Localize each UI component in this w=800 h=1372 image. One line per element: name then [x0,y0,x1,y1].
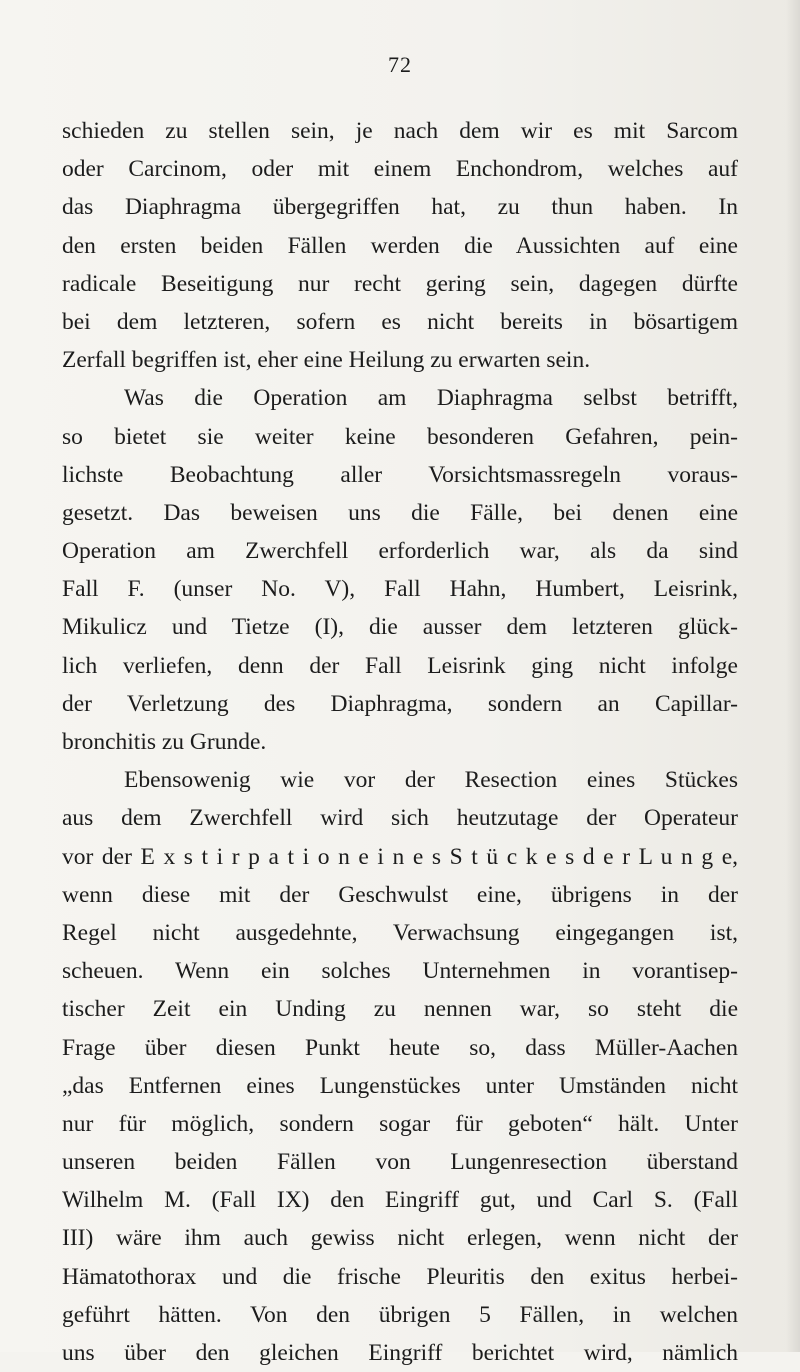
text-line: gesetzt. Das beweisen uns die Fälle, bei denen eine [62,499,738,526]
text-line: bronchitis zu Grunde. [62,729,267,755]
text-line: Zerfall begriffen ist, eher eine Heilung zu erwarten sein. [62,347,591,374]
text-line: aus dem Zwerchfell wird sich heutzutage der Operateur [62,805,738,832]
text-line: so bietet sie weiter keine besonderen Gefahren, pein- [62,423,738,450]
text-line: III) wäre ihm auch gewiss nicht erlegen, wenn nicht der [62,1225,738,1252]
text-line: uns über den gleichen Eingriff berichtet wird, nämlich [62,1340,738,1366]
text-line: Mikulicz und Tietze (I), die ausser dem letzteren glück- [62,614,738,641]
text-line: unseren beiden Fällen von Lungenresection überstand [62,1149,738,1176]
text-line: oder Carcinom, oder mit einem Enchondrom, welches auf [62,156,738,183]
text-line: vor der E x s t i r p a t i o n e i n e s S t ü c k e s d e r L u n g e, [62,843,738,870]
text-line: Wilhelm M. (Fall IX) den Eingriff gut, und Carl S. (Fall [62,1187,738,1214]
text-line: nur für möglich, sondern sogar für geboten“ hält. Unter [62,1110,738,1137]
page-edge-shadow [786,0,800,1352]
text-line: tischer Zeit ein Unding zu nennen war, so steht die [62,996,738,1023]
text-line: Hämatothorax und die frische Pleuritis den exitus herbei- [62,1263,738,1290]
text-line: Regel nicht ausgedehnte, Verwachsung eingegangen ist, [62,919,738,946]
text-line: lichste Beobachtung aller Vorsichtsmassregeln voraus- [62,461,738,488]
body-text [62,112,738,1372]
page-number: 72 [388,52,412,77]
text-line: Was die Operation am Diaphragma selbst betrifft, [124,385,738,412]
text-line: radicale Beseitigung nur recht gering sein, dagegen dürfte [62,270,738,297]
text-line: Frage über diesen Punkt heute so, dass Müller-Aachen [62,1034,738,1061]
text-line: wenn diese mit der Geschwulst eine, übrigens in der [62,881,738,908]
text-line: geführt hätten. Von den übrigen 5 Fällen, in welchen [62,1301,738,1328]
text-line: Ebensowenig wie vor der Resection eines Stückes [124,767,738,794]
text-line: bei dem letzteren, sofern es nicht bereits in bösartigem [62,308,738,335]
text-line: Fall F. (unser No. V), Fall Hahn, Humbert, Leisrink, [62,576,738,603]
text-line: der Verletzung des Diaphragma, sondern an Capillar- [62,690,738,717]
text-line: den ersten beiden Fällen werden die Aussichten auf eine [62,232,738,259]
text-line: schieden zu stellen sein, je nach dem wir es mit Sarcom [62,118,738,144]
text-line: lich verliefen, denn der Fall Leisrink ging nicht infolge [62,652,738,679]
text-line: „das Entfernen eines Lungenstückes unter Umständen nicht [62,1072,738,1099]
text-line: das Diaphragma übergegriffen hat, zu thun haben. In [62,194,738,221]
text-line: scheuen. Wenn ein solches Unternehmen in vorantisep- [62,958,738,985]
text-line: Operation am Zwerchfell erforderlich war, als da sind [62,538,738,565]
